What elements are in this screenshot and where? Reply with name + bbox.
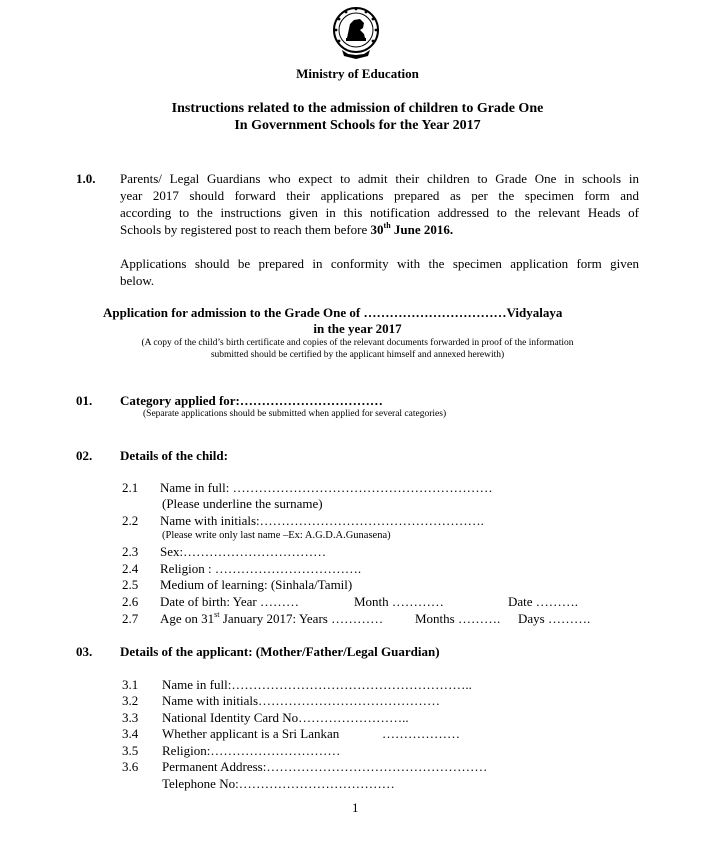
child-dob-date-field: Date ……….: [508, 594, 579, 609]
child-initials-note: (Please write only last name –Ex: A.G.D.A.Gunasena): [162, 530, 391, 541]
section-01-number: 01.: [76, 393, 93, 408]
section-1-0-para1-line1: Parents/ Legal Guardians who expect to admit their children to Grade One in schools in: [120, 171, 639, 186]
child-age-months-field: Months ……….: [415, 611, 501, 626]
applicant-address-field: Permanent Address:……………………………………………: [162, 759, 488, 774]
section-1-0-para1-line2: year 2017 should forward their applications prepared as per the specimen form and: [120, 188, 639, 203]
child-initials-field: Name with initials:…………………………………………….: [160, 513, 484, 528]
section-02-number: 02.: [76, 448, 93, 463]
ministry-title: Ministry of Education: [296, 66, 419, 81]
applicant-sri-lankan-label: Whether applicant is a Sri Lankan: [162, 726, 340, 741]
applicant-sri-lankan-field: ………………: [382, 726, 460, 741]
applicant-telephone-field: Telephone No:………………………………: [162, 776, 395, 791]
application-note-line-2: submitted should be certified by the applicant himself and annexed herewith): [210, 350, 505, 360]
applicant-item-3-6-number: 3.6: [122, 759, 139, 774]
child-item-2-2-number: 2.2: [122, 513, 139, 528]
child-item-2-6-number: 2.6: [122, 594, 139, 609]
child-item-2-4-number: 2.4: [122, 561, 139, 576]
applicant-full-name-field: Name in full:………………………………………………..: [162, 677, 472, 692]
section-1-0-para1-line4: [120, 222, 453, 238]
child-item-2-3-number: 2.3: [122, 544, 139, 559]
child-item-2-5-number: 2.5: [122, 577, 139, 592]
section-1-0-para2-line2: below.: [120, 273, 155, 288]
ministry-emblem: [330, 4, 382, 60]
section-1-0-para1-line3: according to the instructions given in this notification addressed to the relevant Heads of: [120, 205, 639, 220]
section-1-0-para2-line1: Applications should be prepared in conformity with the specimen application form given: [120, 256, 639, 271]
child-item-2-7-number: 2.7: [122, 611, 139, 626]
applicant-initials-field: Name with initials……………………………………: [162, 693, 441, 708]
category-field: Category applied for:……………………………: [120, 393, 383, 408]
section-02-title: Details of the child:: [120, 448, 228, 463]
applicant-religion-field: Religion:…………………………: [162, 743, 341, 758]
page-number: 1: [352, 800, 359, 815]
child-item-2-1-number: 2.1: [122, 480, 139, 495]
applicant-item-3-3-number: 3.3: [122, 710, 139, 725]
section-1-0-number: 1.0.: [76, 171, 96, 186]
child-age-years-field: Age on 31st January 2017: Years …………: [160, 609, 384, 626]
applicant-item-3-1-number: 3.1: [122, 677, 139, 692]
deadline-date: 30th June 2016.: [370, 220, 454, 237]
child-full-name-note: (Please underline the surname): [162, 496, 323, 511]
section-03-number: 03.: [76, 644, 93, 659]
section-03-title: Details of the applicant: (Mother/Father/Legal Guardian): [120, 644, 440, 659]
document-title-line-2: In Government Schools for the Year 2017: [234, 118, 481, 133]
child-age-days-field: Days ……….: [518, 611, 591, 626]
child-medium-field: Medium of learning: (Sinhala/Tamil): [160, 577, 353, 592]
applicant-nic-field: National Identity Card No……………………..: [162, 710, 409, 725]
child-sex-field: Sex:……………………………: [160, 544, 327, 559]
applicant-item-3-4-number: 3.4: [122, 726, 139, 741]
application-note-line-1: (A copy of the child’s birth certificate and copies of the relevant documents forwarded in proof of the information: [141, 338, 574, 348]
para1-line4-text: Schools by registered post to reach them before: [120, 222, 371, 237]
child-dob-year-field: Date of birth: Year ………: [160, 594, 300, 609]
category-note: (Separate applications should be submitted when applied for several categories): [143, 409, 447, 419]
child-dob-month-field: Month …………: [354, 594, 444, 609]
application-title-line-2: in the year 2017: [313, 321, 402, 336]
application-title-line-1: Application for admission to the Grade One of ……………………………Vidyalaya: [103, 305, 563, 320]
applicant-item-3-5-number: 3.5: [122, 743, 139, 758]
child-full-name-field: Name in full: ……………………………………………………: [160, 480, 493, 495]
child-religion-field: Religion : …………………………….: [160, 561, 362, 576]
sri-lanka-emblem-icon: [330, 4, 382, 60]
document-title-line-1: Instructions related to the admission of children to Grade One: [171, 101, 544, 116]
applicant-item-3-2-number: 3.2: [122, 693, 139, 708]
